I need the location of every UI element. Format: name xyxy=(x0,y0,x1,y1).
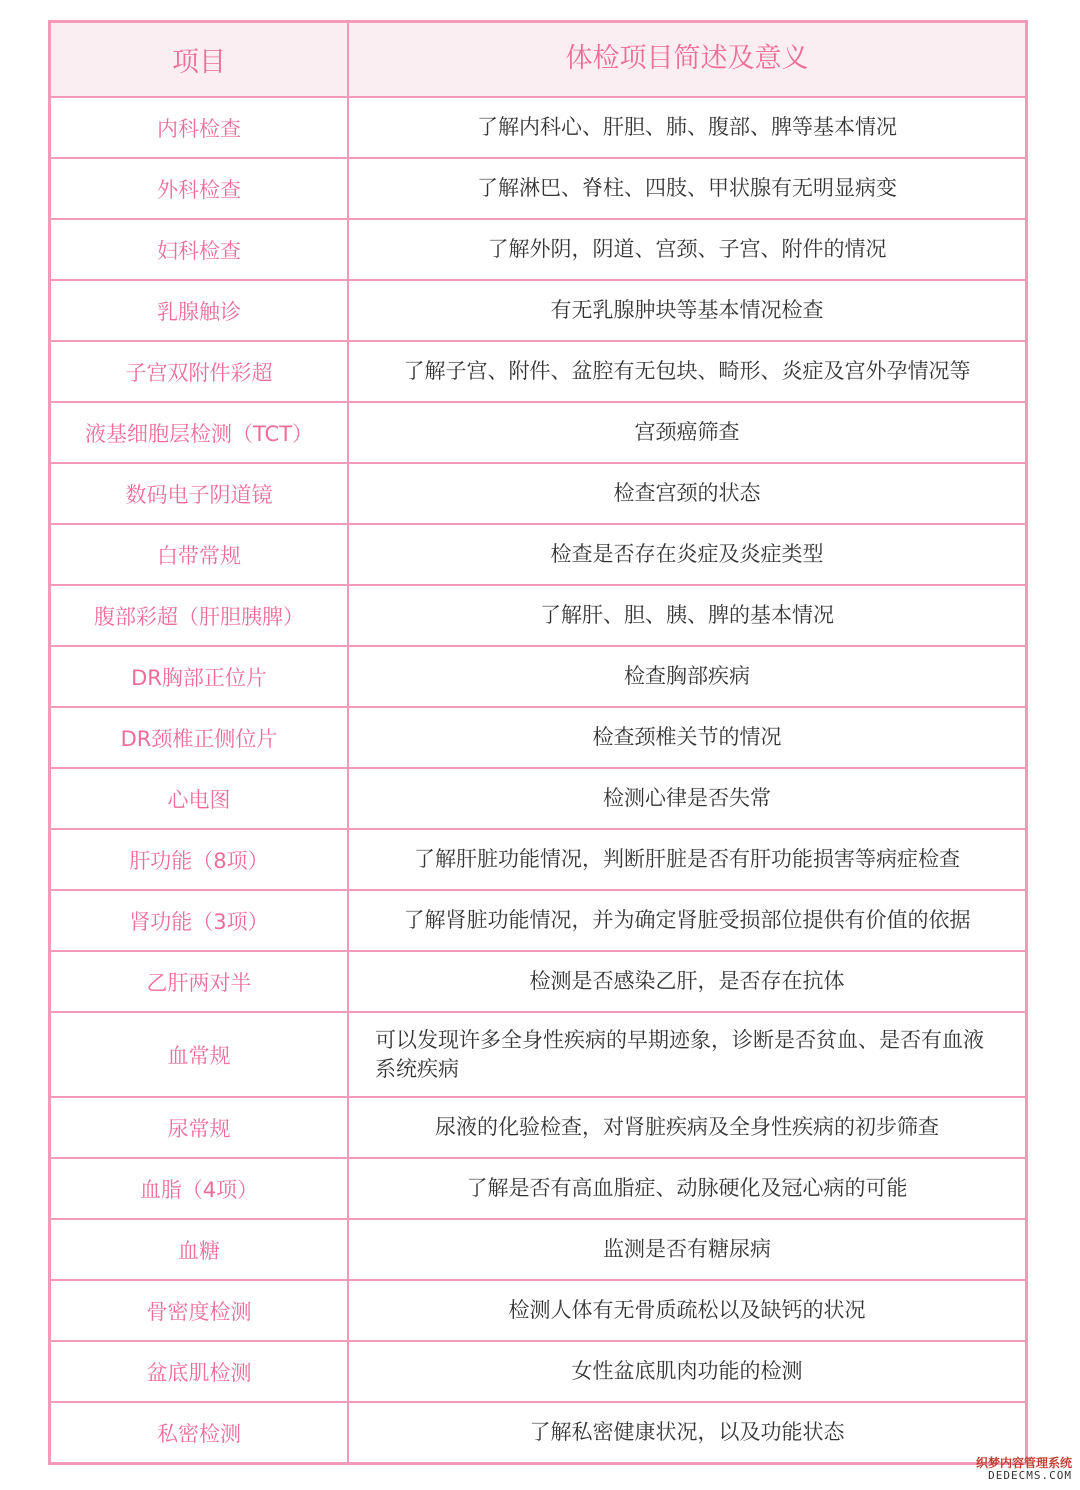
item-name: 肾功能（3项） xyxy=(51,891,349,950)
item-name: 乳腺触诊 xyxy=(51,281,349,340)
item-description: 检测心律是否失常 xyxy=(603,786,771,811)
table-row xyxy=(51,950,1025,1011)
item-name: 血糖 xyxy=(51,1220,349,1279)
item-name: 心电图 xyxy=(51,769,349,828)
item-name: 内科检查 xyxy=(51,98,349,157)
site-watermark xyxy=(976,1457,1072,1482)
item-description: 可以发现许多全身性疾病的早期迹象，诊断是否贫血、是否有血液系统疾病 xyxy=(375,1028,984,1081)
table-row xyxy=(51,1011,1025,1096)
item-name: DR胸部正位片 xyxy=(51,647,349,706)
item-description: 了解肝、胆、胰、脾的基本情况 xyxy=(540,603,834,628)
table-row xyxy=(51,401,1025,462)
watermark-en-text: DEDECMS.COM xyxy=(988,1468,1072,1482)
item-name: 骨密度检测 xyxy=(51,1281,349,1340)
item-name: 妇科检查 xyxy=(51,220,349,279)
item-name: 液基细胞层检测（TCT） xyxy=(51,403,349,462)
table-row xyxy=(51,584,1025,645)
table-row xyxy=(51,645,1025,706)
item-name: 腹部彩超（肝胆胰脾） xyxy=(51,586,349,645)
table-row xyxy=(51,1218,1025,1279)
item-name: 子宫双附件彩超 xyxy=(51,342,349,401)
item-description: 了解淋巴、脊柱、四肢、甲状腺有无明显病变 xyxy=(477,176,897,201)
item-name: DR颈椎正侧位片 xyxy=(51,708,349,767)
item-description: 检查胸部疾病 xyxy=(624,664,750,689)
item-name: 血脂（4项） xyxy=(51,1159,349,1218)
table-row xyxy=(51,828,1025,889)
item-name: 外科检查 xyxy=(51,159,349,218)
item-description: 了解子宫、附件、盆腔有无包块、畸形、炎症及宫外孕情况等 xyxy=(403,359,971,384)
item-description: 检查是否存在炎症及炎症类型 xyxy=(550,542,824,567)
header-description: 体检项目简述及意义 xyxy=(565,43,809,75)
table-row xyxy=(51,462,1025,523)
item-name: 尿常规 xyxy=(51,1098,349,1157)
item-description: 了解外阴，阴道、宫颈、子宫、附件的情况 xyxy=(487,237,887,262)
item-description: 监测是否有糖尿病 xyxy=(603,1237,771,1262)
item-name: 盆底肌检测 xyxy=(51,1342,349,1401)
table-row xyxy=(51,523,1025,584)
item-name: 白带常规 xyxy=(51,525,349,584)
item-name: 乙肝两对半 xyxy=(51,952,349,1011)
table-row xyxy=(51,767,1025,828)
table-row xyxy=(51,1401,1025,1462)
item-description: 检查宫颈的状态 xyxy=(613,481,761,506)
item-description: 了解内科心、肝胆、肺、腹部、脾等基本情况 xyxy=(477,115,897,140)
table-row xyxy=(51,96,1025,157)
item-description: 有无乳腺肿块等基本情况检查 xyxy=(550,298,824,323)
item-name: 数码电子阴道镜 xyxy=(51,464,349,523)
table-row xyxy=(51,279,1025,340)
table-row xyxy=(51,1096,1025,1157)
table-row xyxy=(51,218,1025,279)
header-item: 项目 xyxy=(51,23,349,96)
table-row xyxy=(51,1279,1025,1340)
item-description: 检查颈椎关节的情况 xyxy=(592,725,782,750)
table-row xyxy=(51,1157,1025,1218)
watermark-cn-text: 织梦内容管理系统 xyxy=(975,1455,1072,1470)
item-description: 女性盆底肌肉功能的检测 xyxy=(571,1359,803,1384)
table-row xyxy=(51,889,1025,950)
item-name: 肝功能（8项） xyxy=(51,830,349,889)
item-description: 尿液的化验检查，对肾脏疾病及全身性疾病的初步筛查 xyxy=(435,1115,939,1140)
item-description: 了解私密健康状况，以及功能状态 xyxy=(529,1420,845,1445)
table-row xyxy=(51,706,1025,767)
exam-items-table xyxy=(48,20,1028,1465)
item-description: 检测是否感染乙肝，是否存在抗体 xyxy=(529,969,845,994)
table-row xyxy=(51,1340,1025,1401)
table-header-row xyxy=(51,23,1025,96)
item-description: 了解肾脏功能情况，并为确定肾脏受损部位提供有价值的依据 xyxy=(403,908,971,933)
item-name: 私密检测 xyxy=(51,1403,349,1462)
item-name: 血常规 xyxy=(51,1013,349,1096)
table-row xyxy=(51,157,1025,218)
item-description: 检测人体有无骨质疏松以及缺钙的状况 xyxy=(508,1298,866,1323)
item-description: 了解是否有高血脂症、动脉硬化及冠心病的可能 xyxy=(466,1176,908,1201)
item-description: 宫颈癌筛查 xyxy=(634,420,740,445)
item-description: 了解肝脏功能情况，判断肝脏是否有肝功能损害等病症检查 xyxy=(414,847,960,872)
table-row xyxy=(51,340,1025,401)
